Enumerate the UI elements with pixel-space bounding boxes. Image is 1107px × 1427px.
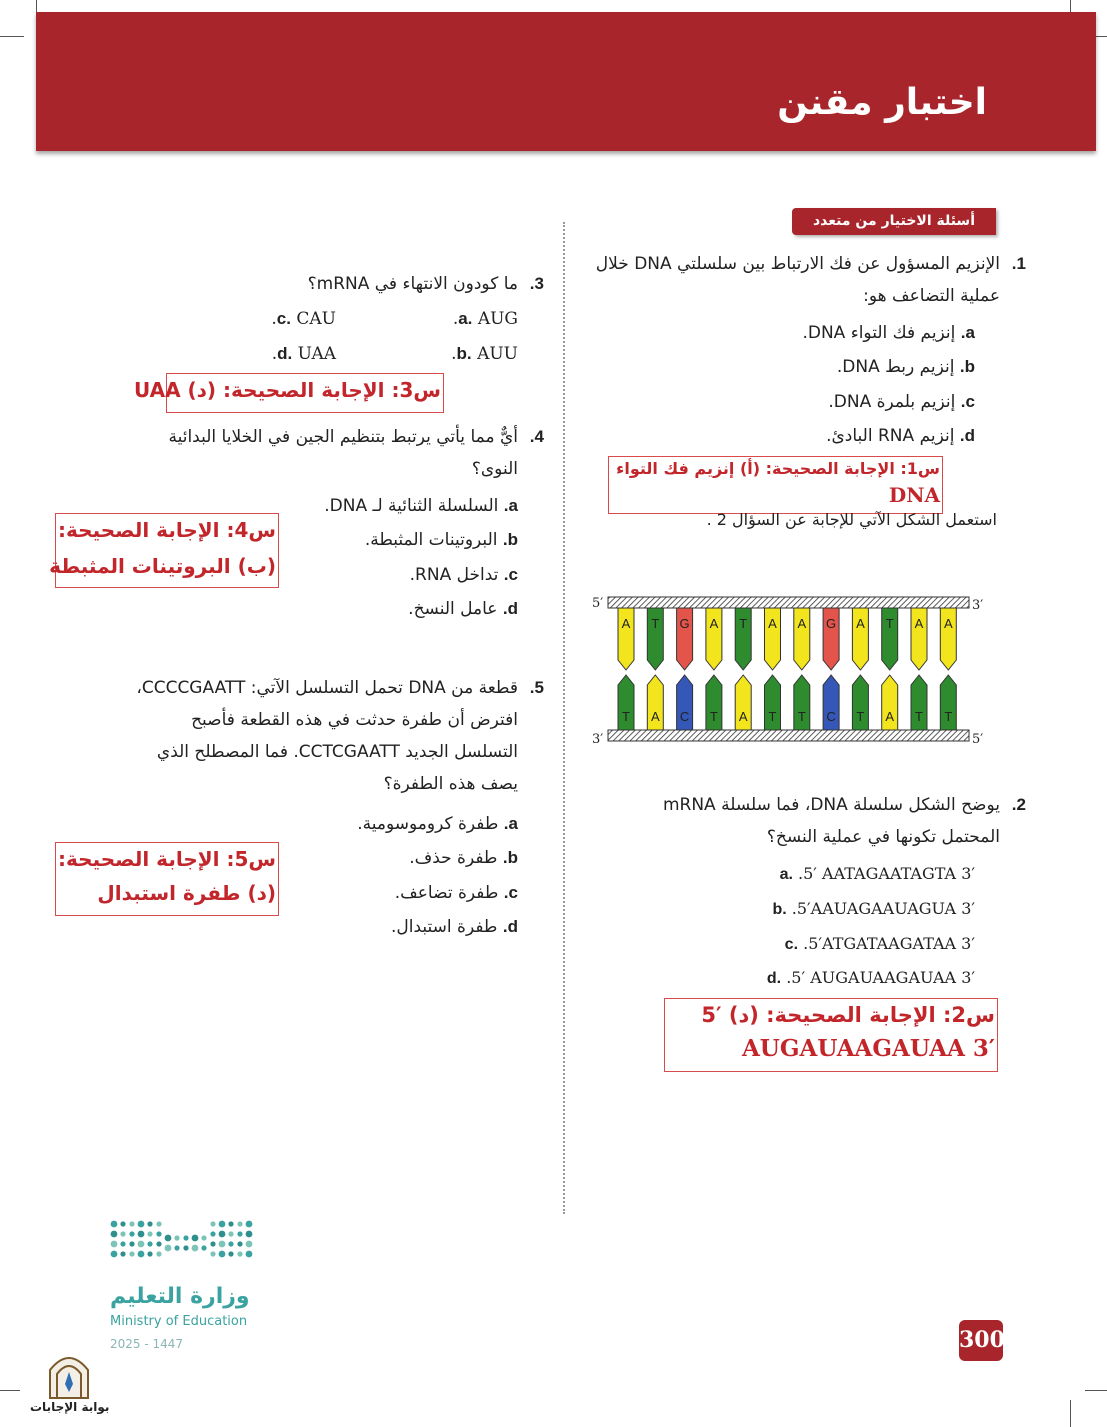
logo-dot [129, 1241, 134, 1246]
logo-dot [120, 1231, 125, 1236]
option-letter: d. [502, 917, 518, 936]
q4-option-a[interactable] [324, 496, 518, 516]
option-text: طفرة حذف. [409, 848, 498, 868]
base-label: T [797, 709, 806, 724]
base-label: T [651, 616, 660, 631]
option-text: إنزيم بلمرة DNA. [828, 392, 956, 412]
base-pair [647, 608, 663, 730]
logo-dot [174, 1235, 179, 1240]
q2-option-d[interactable] [767, 968, 975, 988]
option-letter: a. [458, 309, 473, 328]
ministry-name-arabic: وزارة التعليم [110, 1284, 250, 1309]
logo-dot [228, 1221, 233, 1226]
base-label: A [943, 616, 953, 631]
option-text: البروتينات المثبطة. [364, 530, 498, 550]
base-label: T [768, 709, 777, 724]
base-label: T [709, 709, 718, 724]
academic-year: 2025 - 1447 [110, 1337, 184, 1351]
option-text: إنزيم ربط DNA. [836, 357, 955, 377]
logo-dot [210, 1251, 215, 1256]
option-text: AUG. [452, 309, 518, 329]
dna-figure [588, 590, 988, 750]
ministry-name-english: Ministry of Education [110, 1314, 248, 1329]
q5-option-d[interactable] [391, 917, 518, 937]
base-label: C [679, 709, 690, 724]
logo-dot [120, 1221, 125, 1226]
option-letter: a. [960, 323, 975, 342]
base-label: C [826, 709, 836, 724]
q5-answer-box [55, 842, 279, 916]
question-text: الإنزيم المسؤول عن فك الارتباط بين سلسلتي DNA خلال عملية التضاعف هو: [595, 254, 1000, 306]
question-number: 3. [529, 274, 544, 293]
base-label: A [856, 616, 865, 631]
logo-dot [129, 1221, 134, 1226]
option-text: إنزيم فك التواء DNA. [802, 323, 956, 343]
logo-dot [210, 1221, 215, 1226]
logo-dot [183, 1245, 188, 1250]
base-pair [618, 608, 634, 730]
option-text: إنزيم RNA البادئ. [826, 426, 955, 446]
option-letter: d. [277, 344, 293, 363]
option-letter: c. [784, 936, 799, 953]
base-label: A [885, 709, 895, 724]
base-pair [794, 608, 810, 730]
q4-answer-box [49, 513, 279, 588]
logo-dot [246, 1231, 253, 1238]
logo-dot [201, 1245, 206, 1250]
q1-option-a[interactable] [802, 323, 975, 343]
q5-option-b[interactable] [409, 848, 518, 868]
q5-option-c[interactable] [395, 883, 518, 903]
base-label: T [885, 616, 894, 631]
base-pair [940, 608, 956, 730]
question-5 [128, 672, 544, 800]
base-label: A [650, 709, 660, 724]
logo-dot [219, 1251, 226, 1258]
option-text: .5′ATGATAAGATAA 3′ [803, 934, 975, 953]
q3-option-b[interactable] [451, 344, 518, 364]
q4-option-c[interactable] [410, 565, 518, 585]
logo-dot [138, 1251, 145, 1258]
question-text: أيٌّ مما يأتي يرتبط بتنظيم الجين في الخلايا البدائية النوى؟ [168, 427, 518, 479]
logo-dot [165, 1235, 172, 1242]
strand-end-label: 5′ [592, 596, 604, 611]
option-text: طفرة تضاعف. [394, 883, 499, 903]
logo-dot [237, 1251, 242, 1256]
answer-text: س2: الإجابة الصحيحة: (د) ′5 [701, 1003, 995, 1027]
logo-dot [246, 1241, 253, 1248]
question-number: 5. [529, 678, 544, 697]
option-letter: c. [503, 883, 518, 902]
section-label: أسئلة الاختيار من متعدد [792, 208, 996, 235]
option-letter: d. [502, 599, 518, 618]
q1-option-d[interactable] [826, 426, 975, 446]
logo-dot [228, 1231, 233, 1236]
base-label: A [797, 616, 807, 631]
option-letter: a. [779, 866, 793, 883]
q3-option-d[interactable] [272, 344, 336, 364]
base-label: T [856, 709, 865, 724]
logo-dot [147, 1221, 152, 1226]
logo-dot [156, 1251, 161, 1256]
page-title: اختبار مقنن [777, 82, 987, 123]
base-label: A [914, 616, 924, 631]
base-pair [706, 608, 722, 730]
logo-dot [129, 1251, 134, 1256]
logo-dot [129, 1231, 134, 1236]
logo-dot [246, 1221, 253, 1228]
q1-option-c[interactable] [828, 392, 975, 412]
logo-dot [165, 1245, 172, 1252]
answer-text: س4: الإجابة الصحيحة: [58, 518, 276, 542]
logo-dot [228, 1251, 233, 1256]
q3-option-c[interactable] [271, 309, 336, 329]
page-number: 300 [959, 1320, 1003, 1361]
q4-option-b[interactable] [365, 530, 518, 550]
base-label: A [768, 616, 777, 631]
option-letter: c. [503, 565, 518, 584]
strand-end-label: 3′ [972, 598, 984, 613]
base-label: T [944, 709, 953, 724]
logo-dot [138, 1231, 145, 1238]
logo-dot [138, 1221, 145, 1228]
question-3 [138, 268, 544, 300]
logo-dot [246, 1251, 253, 1258]
option-letter: c. [960, 392, 975, 411]
option-letter: d. [766, 970, 782, 987]
logo-dot [111, 1251, 118, 1258]
logo-dot [111, 1241, 118, 1248]
ministry-logo-icon [108, 1218, 258, 1268]
top-backbone [608, 597, 969, 608]
logo-dot [219, 1231, 226, 1238]
logo-dot [210, 1231, 215, 1236]
logo-dot [174, 1245, 179, 1250]
logo-dot [228, 1241, 233, 1246]
q2-option-b[interactable] [772, 899, 975, 919]
bottom-backbone [608, 730, 969, 741]
figure-instruction: استعمل الشكل الآتي للإجابة عن السؤال 2 . [706, 510, 997, 529]
question-text: ما كودون الانتهاء في mRNA؟ [307, 274, 518, 294]
base-pair [735, 608, 751, 730]
logo-dot [156, 1231, 161, 1236]
question-text: قطعة من DNA تحمل التسلسل الآتي: CCCCGAATT، افترض أن طفرة حدثت في هذه القطعة فأصبح التسلسل الجديد CCTCGAATT. فما المصطلح الذي يصف هذه الطفرة؟ [136, 678, 518, 794]
option-text: طفرة كروموسومية. [357, 814, 499, 834]
crop-mark [0, 1390, 20, 1391]
option-letter: b. [959, 357, 975, 376]
question-number: 2. [1011, 795, 1026, 814]
base-label: T [739, 616, 748, 631]
option-letter: b. [502, 848, 518, 867]
option-text: .5′AAUAGAAUAGUA 3′ [791, 899, 975, 918]
logo-dot [237, 1241, 242, 1246]
question-number: 1. [1011, 254, 1026, 273]
base-pair [852, 608, 868, 730]
q2-option-a[interactable] [780, 864, 975, 884]
option-letter: a. [503, 496, 518, 515]
base-pair [677, 608, 693, 730]
option-letter: c. [276, 309, 291, 328]
option-letter: b. [456, 344, 472, 363]
option-text: CAU. [271, 309, 336, 329]
logo-dot [237, 1221, 242, 1226]
q2-option-c[interactable] [785, 934, 975, 954]
question-1 [580, 248, 1026, 312]
logo-dot [120, 1251, 125, 1256]
site-name: بوابة الإجابات [30, 1400, 110, 1414]
option-text: طفرة استبدال. [391, 917, 498, 937]
q5-option-a[interactable] [357, 814, 518, 834]
strand-end-label: 3′ [592, 732, 604, 747]
base-pair [765, 608, 781, 730]
question-4 [128, 421, 544, 485]
base-label: T [915, 709, 923, 724]
logo-dot [210, 1241, 215, 1246]
logo-dot [147, 1241, 152, 1246]
logo-dot [156, 1221, 161, 1226]
base-label: A [621, 616, 631, 631]
answer-text: س3: الإجابة الصحيحة: (د) UAA [133, 378, 441, 402]
site-logo-icon [46, 1348, 92, 1400]
logo-dot [138, 1241, 145, 1248]
base-pair [823, 608, 839, 730]
option-letter: a. [503, 814, 518, 833]
answer-text: س1: الإجابة الصحيحة: (أ) إنزيم فك التواء [616, 459, 940, 478]
q3-answer-box [133, 373, 444, 413]
logo-dot [201, 1235, 206, 1240]
option-text: AUU. [451, 344, 518, 364]
base-label: A [738, 709, 748, 724]
logo-dot [237, 1231, 242, 1236]
logo-dot [219, 1221, 226, 1228]
question-2 [610, 789, 1026, 853]
question-number: 4. [529, 427, 544, 446]
base-pair [882, 608, 898, 730]
logo-dot [147, 1231, 152, 1236]
question-text: يوضح الشكل سلسلة DNA، فما سلسلة mRNA المحتمل تكونها في عملية النسخ؟ [662, 795, 1000, 847]
crop-mark [0, 36, 24, 37]
column-divider [563, 222, 565, 1214]
base-label: G [679, 616, 690, 631]
q4-option-d[interactable] [408, 599, 518, 619]
answer-text: AUGAUAAGAUAA 3′ [741, 1035, 995, 1062]
logo-dot [156, 1241, 161, 1246]
q2-answer-box [664, 998, 998, 1072]
logo-dot [147, 1251, 152, 1256]
option-text: السلسلة الثنائية لـ DNA. [324, 496, 499, 516]
base-label: G [826, 616, 837, 631]
option-letter: b. [772, 901, 787, 918]
option-text: تداخل RNA. [409, 565, 499, 585]
crop-mark [1070, 1400, 1071, 1427]
option-letter: d. [959, 426, 975, 445]
logo-dot [192, 1235, 199, 1242]
option-text: UAA. [271, 344, 336, 364]
option-text: عامل النسخ. [408, 599, 498, 619]
option-letter: b. [502, 530, 518, 549]
crop-mark [1085, 1390, 1107, 1391]
logo-dot [111, 1221, 118, 1228]
logo-dot [111, 1231, 118, 1238]
base-label: T [622, 709, 630, 724]
option-text: .5′ AUGAUAAGAUAA 3′ [786, 968, 975, 987]
answer-text: (د) طفرة استبدال [97, 881, 276, 905]
logo-dot [120, 1241, 125, 1246]
answer-text: (ب) البروتينات المثبطة [49, 554, 276, 578]
logo-dot [219, 1241, 226, 1248]
answer-text: س5: الإجابة الصحيحة: [58, 847, 276, 871]
q1-option-b[interactable] [837, 357, 975, 377]
answer-text: DNA [888, 483, 940, 507]
option-text: .5′ AATAGAATAGTA 3′ [798, 864, 975, 883]
base-pair [911, 608, 927, 730]
logo-dot [192, 1245, 199, 1252]
logo-dot [183, 1235, 188, 1240]
base-label: A [709, 616, 719, 631]
strand-end-label: 5′ [972, 732, 984, 747]
q3-option-a[interactable] [453, 309, 518, 329]
